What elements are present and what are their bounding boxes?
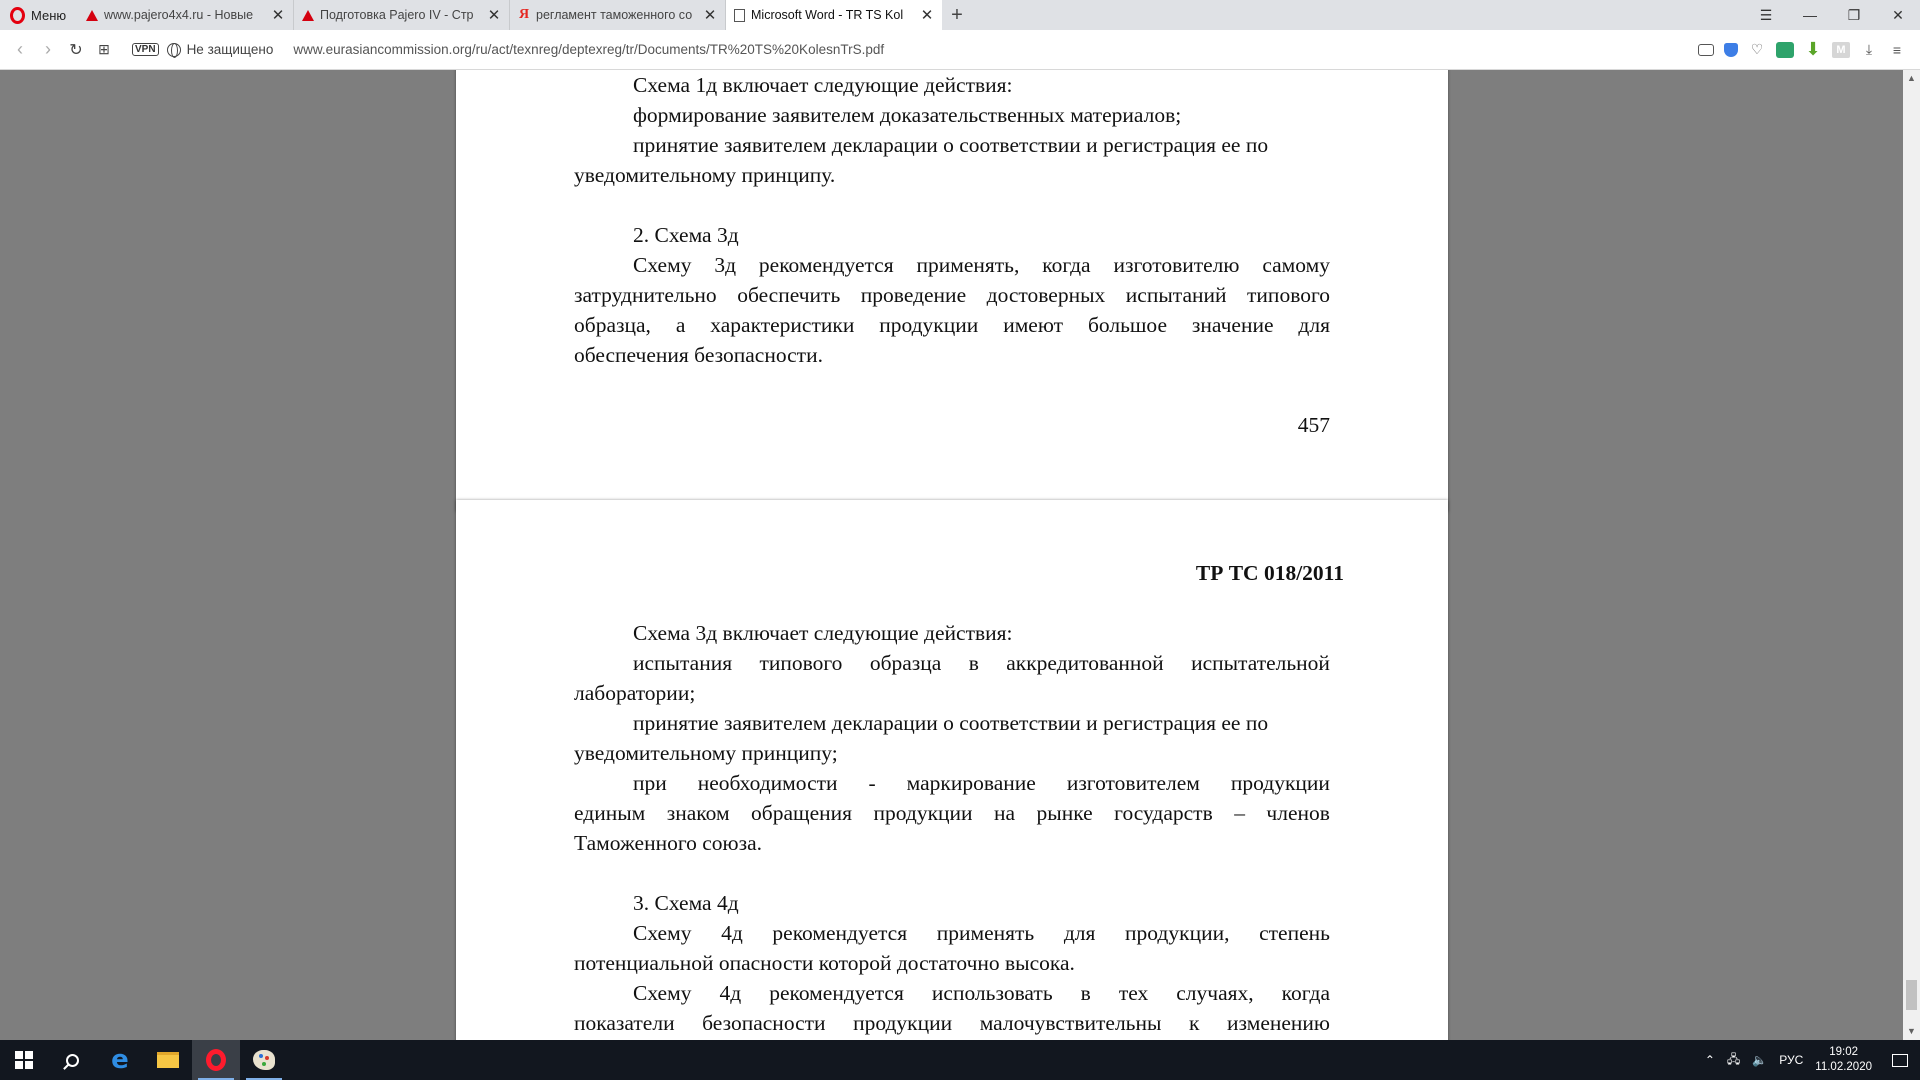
tab-title: www.pajero4x4.ru - Новые (104, 8, 254, 22)
word: изготовителем (1066, 771, 1200, 795)
word: для (1298, 313, 1330, 337)
word: продукции, (1125, 921, 1230, 945)
word: случаях, (1176, 981, 1254, 1005)
pdf-viewer[interactable] (0, 70, 1920, 1040)
pdf-page-457 (456, 70, 1448, 512)
document-header: ТР ТС 018/2011 (1195, 561, 1344, 585)
language-indicator[interactable]: РУС (1779, 1053, 1804, 1067)
word: изготовителю (1113, 253, 1240, 277)
volume-icon[interactable]: 🔈 (1752, 1053, 1768, 1067)
word: изменению (1227, 1011, 1330, 1035)
word: обеспечить (737, 283, 841, 307)
snapshot-icon[interactable] (1698, 44, 1714, 56)
text-line: Таможенного союза. (574, 831, 763, 855)
word: испытания (633, 651, 733, 675)
tab-yandex-search[interactable] (510, 0, 726, 30)
word: 3д (714, 253, 737, 277)
text-line: обеспечения безопасности. (574, 343, 823, 367)
word: затруднительно (574, 283, 717, 307)
mitsubishi-icon (302, 10, 314, 21)
easy-setup-icon[interactable]: ≡ (1892, 41, 1902, 58)
tab-pajero-prep[interactable] (294, 0, 510, 30)
word: членов (1266, 801, 1330, 825)
word: характеристики (710, 313, 855, 337)
word: когда (1281, 981, 1330, 1005)
tray-chevron-icon[interactable]: ⌃ (1704, 1053, 1715, 1067)
tab-title: регламент таможенного со (536, 8, 693, 22)
opera-menu-button[interactable] (0, 0, 78, 30)
word: продукции (1230, 771, 1330, 795)
close-tab-icon[interactable]: ✕ (920, 7, 934, 24)
notification-icon (1892, 1054, 1908, 1067)
word: 4д (721, 921, 743, 945)
word: показатели (574, 1011, 675, 1035)
text-line: формирование заявителем доказательственных материалов; (633, 103, 1182, 127)
word: самому (1262, 253, 1330, 277)
word: рекомендуется (758, 253, 894, 277)
text-line (574, 798, 1330, 828)
close-window-icon[interactable]: ✕ (1892, 6, 1904, 23)
adblock-shield-icon[interactable] (1724, 43, 1738, 57)
windows-taskbar (0, 1040, 1920, 1080)
word: продукции (873, 801, 973, 825)
text-line (633, 648, 1330, 678)
word: безопасности (702, 1011, 826, 1035)
close-tab-icon[interactable]: ✕ (487, 7, 501, 24)
edge-icon: e (111, 1045, 129, 1075)
tab-pdf-document[interactable] (726, 0, 942, 30)
close-tab-icon[interactable]: ✕ (703, 7, 717, 24)
section-heading: 2. Схема 3д (633, 223, 739, 247)
pdf-page-458 (456, 500, 1448, 1040)
globe-icon[interactable] (167, 43, 181, 57)
text-line: уведомительному принципу. (574, 163, 836, 187)
mitsubishi-icon (86, 10, 98, 21)
word: в (1080, 981, 1091, 1005)
scroll-down-icon[interactable]: ▼ (1907, 1026, 1916, 1036)
word: на (994, 801, 1016, 825)
word: знаком (666, 801, 730, 825)
word: Схему (633, 981, 692, 1005)
minimize-icon[interactable]: — (1803, 7, 1817, 23)
word: применять, (916, 253, 1020, 277)
word: малочувствительны (979, 1011, 1162, 1035)
word: Схему (633, 253, 692, 277)
close-tab-icon[interactable]: ✕ (271, 7, 285, 24)
forward-icon[interactable]: › (45, 39, 51, 59)
browser-tab-strip (0, 0, 1920, 30)
text-line: потенциальной опасности которой достаточно высока. (574, 951, 1075, 975)
tab-menu-icon[interactable]: ☰ (1759, 6, 1773, 23)
search-button[interactable] (48, 1040, 96, 1080)
menu-label: Меню (31, 7, 67, 23)
edge-taskbar-button[interactable] (96, 1040, 144, 1080)
word: использовать (931, 981, 1053, 1005)
download-extension-icon[interactable]: ⬇ (1805, 39, 1821, 59)
word: испытаний (1125, 283, 1227, 307)
word: а (675, 313, 686, 337)
text-line: лаборатории; (574, 681, 696, 705)
scroll-up-icon[interactable]: ▲ (1907, 73, 1916, 83)
word: рынке (1036, 801, 1093, 825)
text-line (633, 768, 1330, 798)
word: образца (869, 651, 942, 675)
word: аккредитованной (1006, 651, 1164, 675)
word: достоверных (986, 283, 1106, 307)
word: имеют (1003, 313, 1064, 337)
word: в (968, 651, 979, 675)
reload-icon[interactable]: ↻ (69, 41, 83, 59)
word: государств (1114, 801, 1213, 825)
text-line: принятие заявителем декларации о соответствии и регистрация ее по (633, 711, 1269, 735)
word: – (1234, 801, 1245, 825)
text-line (633, 918, 1330, 948)
action-center-button[interactable] (1880, 1040, 1920, 1080)
vertical-scrollbar[interactable] (1903, 70, 1920, 1040)
word: единым (574, 801, 646, 825)
tab-title: Microsoft Word - TR TS Kol (751, 8, 904, 22)
word: продукции (879, 313, 979, 337)
word: - (868, 771, 876, 795)
word: к (1189, 1011, 1200, 1035)
search-icon (66, 1054, 79, 1067)
word: маркирование (906, 771, 1036, 795)
page-number: 457 (1297, 413, 1330, 437)
word: 4д (719, 981, 742, 1005)
word: Схему (633, 921, 692, 945)
text-line (633, 978, 1330, 1008)
address-bar (0, 30, 1920, 70)
word: типового (1247, 283, 1330, 307)
word: значение (1191, 313, 1274, 337)
text-line: уведомительному принципу; (574, 741, 838, 765)
text-line (574, 280, 1330, 310)
downloads-icon[interactable]: ⤓ (1865, 41, 1873, 57)
word: испытательной (1191, 651, 1330, 675)
security-status[interactable]: Не защищено (186, 42, 274, 57)
word: рекомендуется (769, 981, 904, 1005)
section-heading: 3. Схема 4д (633, 891, 739, 915)
folder-icon (157, 1052, 179, 1068)
url-field[interactable]: www.eurasiancommission.org/ru/act/texnreg/deptexreg/tr/Documents/TR%20TS%20KolesnTrS.pdf (293, 42, 885, 57)
word: продукции (853, 1011, 953, 1035)
word: рекомендуется (772, 921, 908, 945)
start-button[interactable] (0, 1040, 48, 1080)
text-line: принятие заявителем декларации о соответствии и регистрация ее по (633, 133, 1269, 157)
text-line (633, 250, 1330, 280)
opera-icon (206, 1049, 226, 1071)
paint-taskbar-button[interactable] (240, 1040, 288, 1080)
back-icon[interactable]: ‹ (17, 39, 23, 59)
explorer-taskbar-button[interactable] (144, 1040, 192, 1080)
word: тех (1118, 981, 1149, 1005)
text-line: Схема 3д включает следующие действия: (633, 621, 1013, 645)
word: когда (1042, 253, 1091, 277)
heart-icon[interactable]: ♡ (1750, 41, 1764, 57)
word: необходимости (697, 771, 838, 795)
clock[interactable] (1815, 1045, 1872, 1075)
extension-icon[interactable] (1776, 42, 1794, 58)
yandex-icon: Я (518, 7, 530, 22)
network-icon[interactable]: 🖧 (1726, 1051, 1741, 1066)
paint-palette-icon (253, 1050, 275, 1070)
speed-dial-icon[interactable]: ⊞ (98, 41, 110, 57)
vpn-badge[interactable]: VPN (132, 43, 159, 56)
tab-title: Подготовка Pajero IV - Стр (320, 8, 474, 22)
word: для (1063, 921, 1096, 945)
new-tab-button[interactable]: + (951, 3, 963, 26)
word: образца, (574, 313, 651, 337)
text-line: Схема 1д включает следующие действия: (633, 73, 1013, 97)
word: степень (1259, 921, 1330, 945)
word: типового (759, 651, 843, 675)
text-line (574, 310, 1330, 340)
system-tray (1705, 1045, 1880, 1075)
word: большое (1087, 313, 1167, 337)
m-extension-icon[interactable]: M (1832, 42, 1850, 58)
word: применять (936, 921, 1035, 945)
word: при (633, 771, 667, 795)
opera-taskbar-button[interactable] (192, 1040, 240, 1080)
tab-pajero-forum[interactable] (78, 0, 294, 30)
clock-date: 11.02.2020 (1815, 1061, 1872, 1073)
clock-time: 19:02 (1829, 1046, 1859, 1058)
word: обращения (751, 801, 853, 825)
word: проведение (860, 283, 967, 307)
text-line (574, 1008, 1330, 1038)
document-icon (734, 9, 745, 22)
restore-icon[interactable]: ❐ (1847, 6, 1861, 23)
scrollbar-thumb[interactable] (1906, 980, 1917, 1010)
opera-logo-icon (10, 7, 25, 24)
